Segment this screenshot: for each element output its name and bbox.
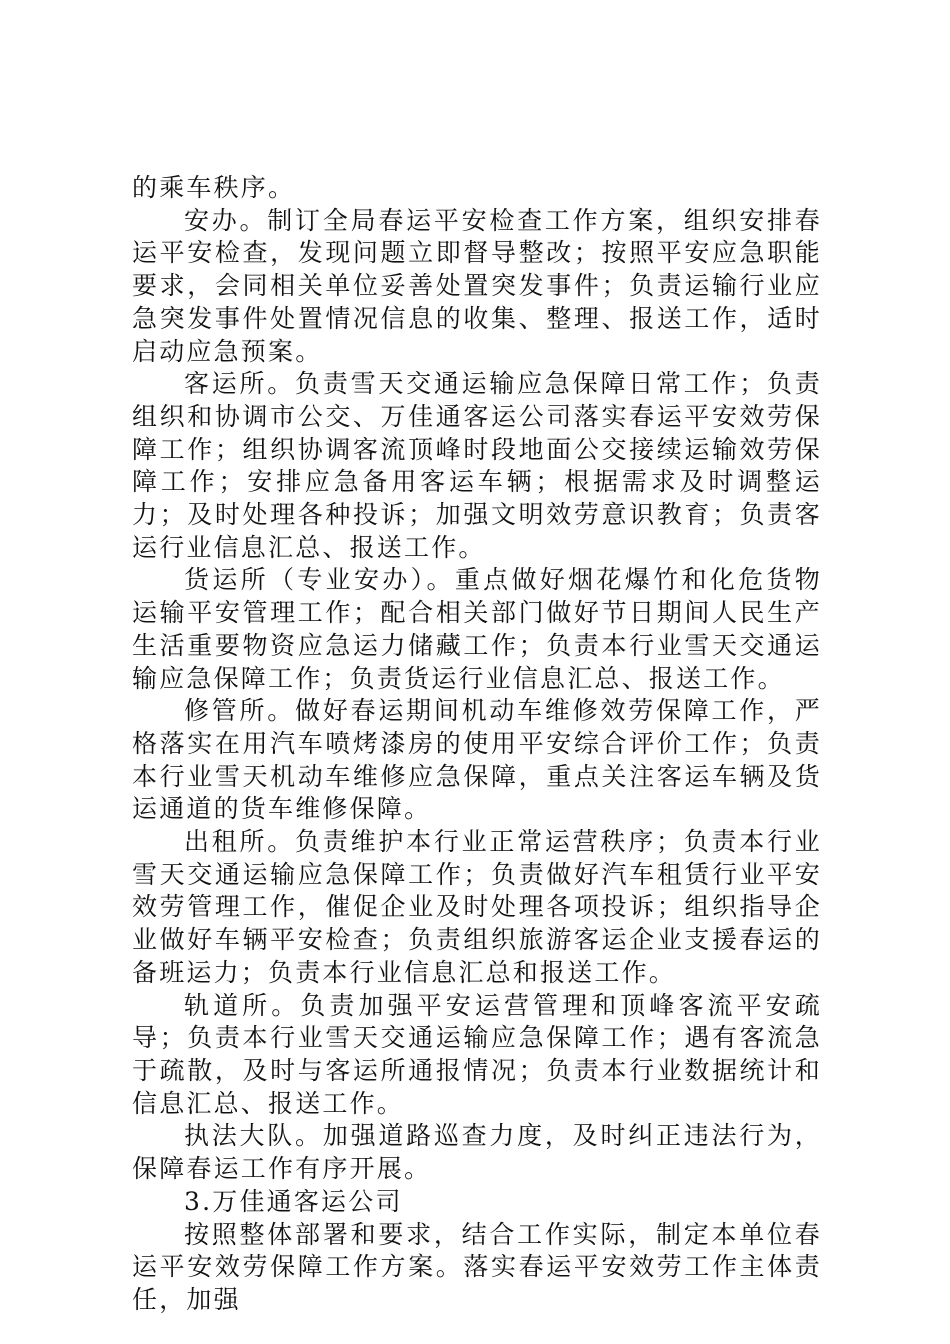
paragraph-passenger-transport: 客运所。负责雪天交通运输应急保障日常工作；负责组织和协调市公交、万佳通客运公司落实春运平安效劳保障工作；组织协调客流顶峰时段地面公交接续运输效劳保障工作；安排应急备用客运车辆；根据需求及时调整运力；及时处理各种投诉；加强文明效劳意识教育；负责客运行业信息汇总、报送工作。 (132, 369, 822, 562)
paragraph-taxi-office: 出租所。负责维护本行业正常运营秩序；负责本行业雪天交通运输应急保障工作；负责做好汽车租赁行业平安效劳管理工作，催促企业及时处理各项投诉；组织指导企业做好车辆平安检查；负责组织旅游客运企业支援春运的备班运力；负责本行业信息汇总和报送工作。 (132, 827, 822, 987)
paragraph-safety-office: 安办。制订全局春运平安检查工作方案，组织安排春运平安检查，发现问题立即督导整改；按照平安应急职能要求，会同相关单位妥善处置突发事件；负责运输行业应急突发事件处置情况信息的收集、整理、报送工作，适时启动应急预案。 (132, 205, 822, 366)
paragraph-company-plan: 按照整体部署和要求，结合工作实际，制定本单位春运平安效劳保障工作方案。落实春运平安效劳工作主体责任，加强 (132, 1219, 822, 1314)
paragraph-repair-management: 修管所。做好春运期间机动车维修效劳保障工作，严格落实在用汽车喷烤漆房的使用平安综合评价工作；负责本行业雪天机动车维修应急保障，重点关注客运车辆及货运通道的货车维修保障。 (132, 696, 822, 824)
section-heading: 3.万佳通客运公司 (184, 1186, 403, 1216)
paragraph-freight-transport: 货运所（专业安办）。重点做好烟花爆竹和化危货物运输平安管理工作；配合相关部门做好节日期间人民生产生活重要物资应急运力储藏工作；负责本行业雪天交通运输应急保障工作；负责货运行业信息汇总、报送工作。 (132, 565, 822, 693)
paragraph-rail-office: 轨道所。负责加强平安运营管理和顶峰客流平安疏导；负责本行业雪天交通运输应急保障工作；遇有客流急于疏散，及时与客运所通报情况；负责本行业数据统计和信息汇总、报送工作。 (132, 990, 822, 1118)
paragraph-continuation: 的乘车秩序。 (132, 173, 296, 202)
document-body (132, 172, 822, 1317)
paragraph-enforcement-team: 执法大队。加强道路巡查力度，及时纠正违法行为，保障春运工作有序开展。 (132, 1121, 822, 1184)
